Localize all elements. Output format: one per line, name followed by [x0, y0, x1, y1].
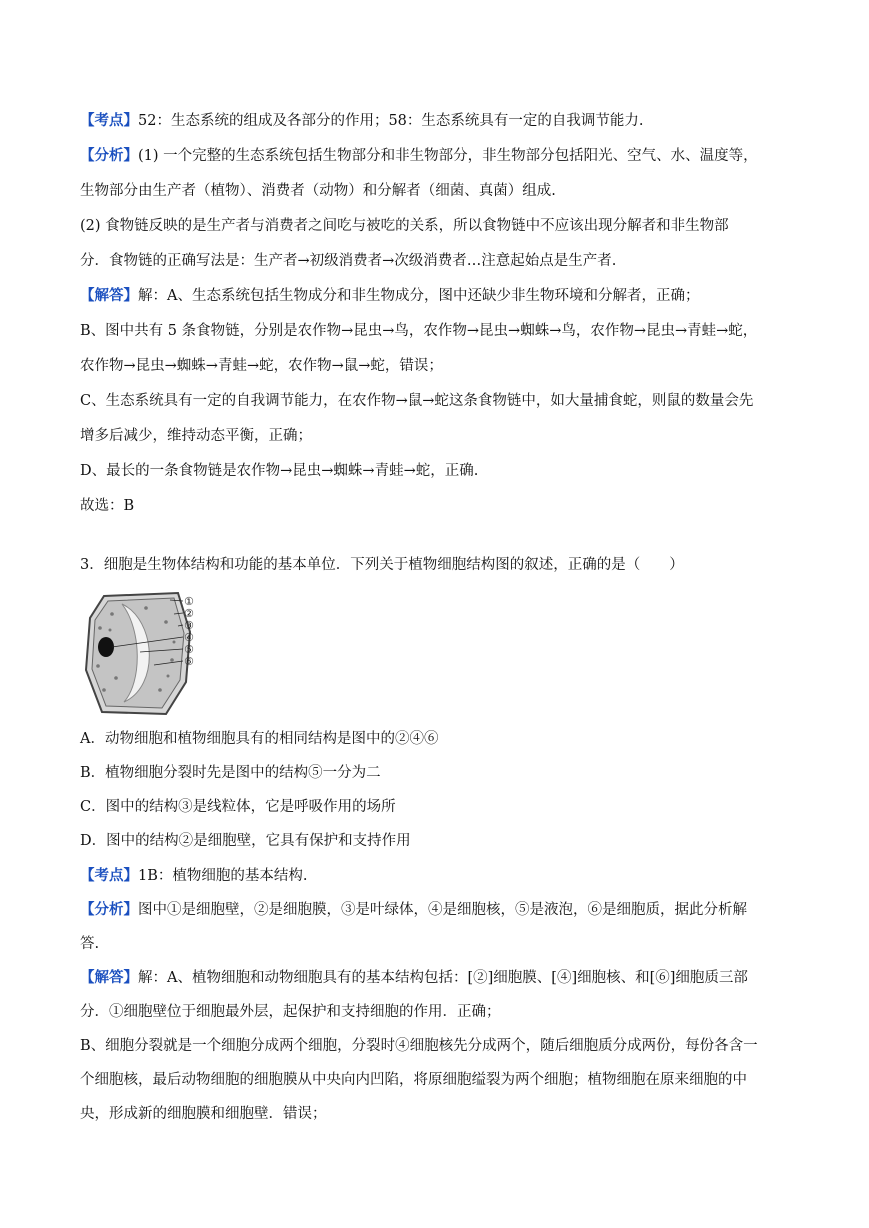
question-stem: 3．细胞是生物体结构和功能的基本单位．下列关于植物细胞结构图的叙述，正确的是（ ）	[80, 557, 684, 573]
q3-fenxi-text-1: 图中①是细胞壁，②是细胞膜，③是叶绿体，④是细胞核，⑤是液泡，⑥是细胞质，据此分析解	[138, 902, 747, 918]
q3-jieda-line-2: 分．①细胞壁位于细胞最外层，起保护和支持细胞的作用．正确；	[80, 1004, 501, 1020]
q3-kaodian-line	[80, 866, 792, 886]
option-d: D．图中的结构②是细胞壁，它具有保护和支持作用	[80, 833, 411, 849]
q3-jieda-line-1	[80, 968, 792, 988]
label-3: ③	[184, 619, 194, 632]
jieda-line-2: B、图中共有 5 条食物链，分别是农作物→昆虫→鸟，农作物→昆虫→蜘蛛→鸟，农作物→昆虫→青蛙→蛇，	[80, 323, 758, 339]
label-2: ②	[184, 607, 194, 620]
plant-cell-diagram	[82, 590, 208, 718]
jieda-line-3: 农作物→昆虫→蜘蛛→青蛙→蛇，农作物→鼠→蛇，错误；	[80, 358, 443, 374]
label-4: ④	[184, 631, 194, 644]
label-1: ①	[184, 595, 194, 608]
q3-jieda-text-1: 解：A、植物细胞和动物细胞具有的基本结构包括：[②]细胞膜、[④]细胞核、和[⑥]细胞质三部	[138, 970, 748, 986]
jieda-line-6: D、最长的一条食物链是农作物→昆虫→蜘蛛→青蛙→蛇，正确.	[80, 463, 479, 479]
fenxi-tag: 【分析】	[80, 147, 138, 164]
q3-kaodian-text: 1B：植物细胞的基本结构.	[138, 868, 308, 884]
q3-kaodian-tag: 【考点】	[80, 867, 138, 884]
q3-fenxi-tag: 【分析】	[80, 901, 138, 918]
label-5: ⑤	[184, 643, 194, 656]
jieda-line-1	[80, 286, 792, 306]
jieda-line-4: C、生态系统具有一定的自我调节能力，在农作物→鼠→蛇这条食物链中，如大量捕食蛇，则鼠的数量会先	[80, 393, 754, 409]
fenxi-text-1: (1) 一个完整的生态系统包括生物部分和非生物部分，非生物部分包括阳光、空气、水、温度等，	[138, 148, 758, 164]
kaodian-text: 52：生态系统的组成及各部分的作用；58：生态系统具有一定的自我调节能力.	[138, 113, 644, 129]
label-6: ⑥	[184, 655, 194, 668]
option-b: B．植物细胞分裂时先是图中的结构⑤一分为二	[80, 765, 381, 781]
fenxi-line-4: 分．食物链的正确写法是：生产者→初级消费者→次级消费者…注意起始点是生产者.	[80, 253, 617, 269]
answer-line: 故选：B	[80, 498, 135, 514]
q3-jieda-line-4: 个细胞核，最后动物细胞的细胞膜从中央向内凹陷，将原细胞缢裂为两个细胞；植物细胞在原来细胞的中	[80, 1072, 747, 1088]
jieda-text-1: 解：A、生态系统包括生物成分和非生物成分，图中还缺少非生物环境和分解者，正确；	[138, 288, 700, 304]
jieda-line-5: 增多后减少，维持动态平衡，正确；	[80, 428, 312, 444]
option-a: A．动物细胞和植物细胞具有的相同结构是图中的②④⑥	[80, 731, 439, 747]
q3-jieda-line-3: B、细胞分裂就是一个细胞分成两个细胞，分裂时④细胞核先分成两个，随后细胞质分成两份，每份各含一	[80, 1038, 758, 1054]
kaodian-line	[80, 111, 792, 131]
q3-jieda-line-5: 央，形成新的细胞膜和细胞壁．错误；	[80, 1106, 327, 1122]
q3-fenxi-line-2: 答.	[80, 936, 100, 952]
kaodian-tag: 【考点】	[80, 112, 138, 129]
fenxi-line-2: 生物部分由生产者（植物）、消费者（动物）和分解者（细菌、真菌）组成.	[80, 183, 556, 199]
fenxi-line-1	[80, 146, 792, 166]
jieda-tag: 【解答】	[80, 287, 138, 304]
q3-fenxi-line-1	[80, 900, 792, 920]
fenxi-line-3: (2) 食物链反映的是生产者与消费者之间吃与被吃的关系，所以食物链中不应该出现分解者和非生物部	[80, 218, 729, 234]
q3-jieda-tag: 【解答】	[80, 969, 138, 986]
option-c: C．图中的结构③是线粒体，它是呼吸作用的场所	[80, 799, 396, 815]
